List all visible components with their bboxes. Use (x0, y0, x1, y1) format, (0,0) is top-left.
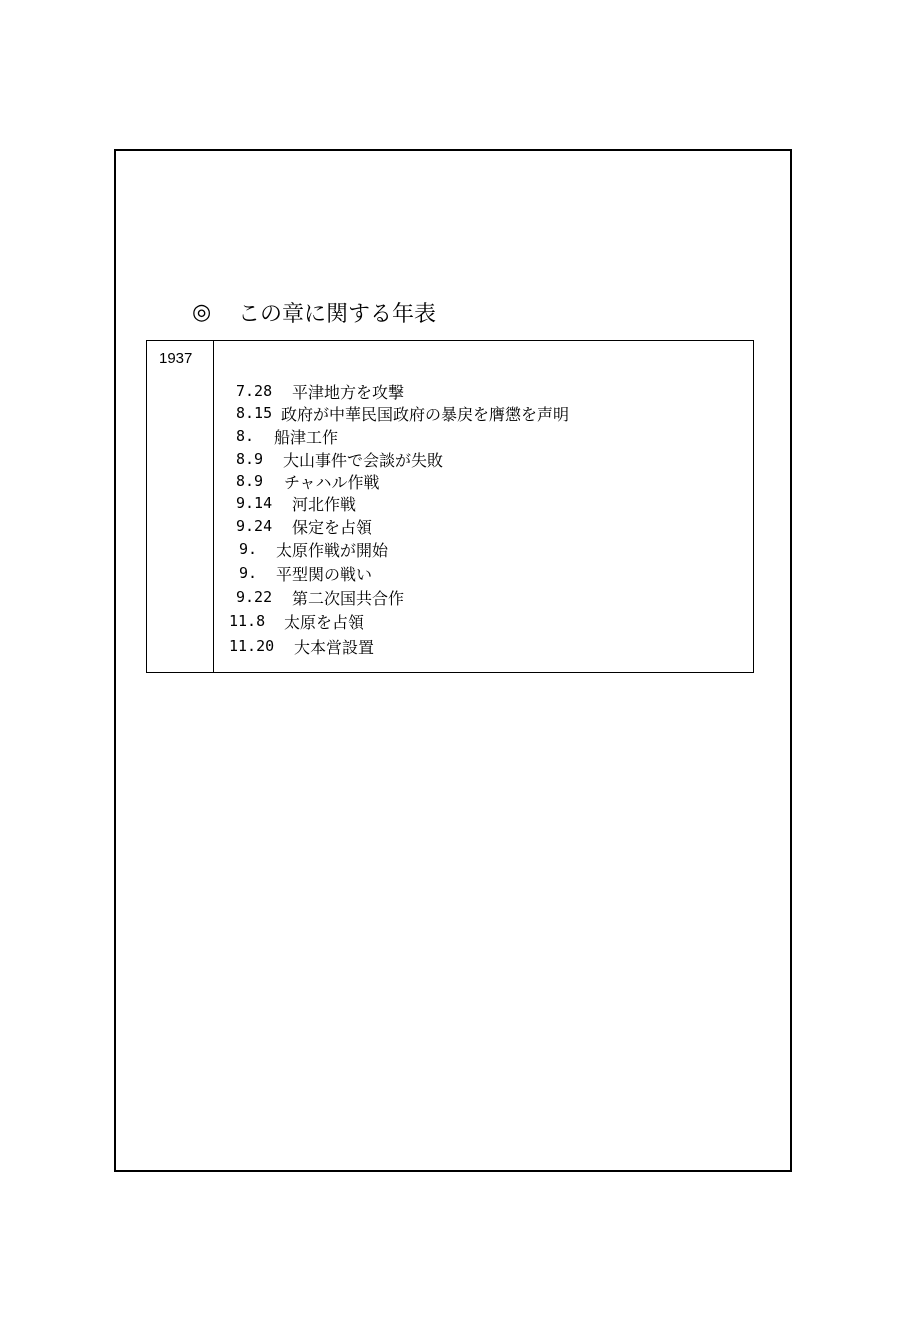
event-row (236, 470, 380, 492)
heading-title: この章に関する年表 (238, 301, 437, 327)
event-row (236, 402, 569, 424)
event-date: 8.15 (236, 404, 273, 422)
event-row (236, 586, 404, 608)
chapter-timeline-heading (192, 294, 436, 330)
timeline-table (146, 340, 754, 673)
event-row (229, 610, 364, 632)
event-row (239, 562, 372, 584)
event-list (147, 341, 753, 672)
year-label: 1937 (159, 350, 193, 367)
event-date: 9. (239, 564, 258, 582)
event-row (236, 515, 372, 537)
double-circle-mark: ◎ (192, 299, 212, 325)
event-row (229, 635, 374, 657)
event-row (239, 538, 388, 560)
event-date: 11.8 (229, 612, 266, 630)
event-date: 7.28 (236, 382, 273, 400)
event-date: 8.9 (236, 450, 264, 468)
event-row (236, 492, 356, 514)
event-row (236, 380, 404, 402)
event-date: 9.22 (236, 588, 273, 606)
event-text: 保定を占領 (292, 517, 373, 537)
event-text: 太原作戦が開始 (276, 540, 389, 560)
event-row (236, 448, 443, 470)
event-date: 9. (239, 540, 258, 558)
event-text: 平津地方を攻撃 (292, 382, 405, 402)
event-text: 第二次国共合作 (292, 588, 405, 608)
event-date: 9.24 (236, 517, 273, 535)
event-text: チャハル作戦 (284, 472, 380, 492)
event-text: 河北作戦 (292, 494, 357, 514)
event-text: 太原を占領 (284, 612, 365, 632)
event-text: 大本営設置 (294, 637, 375, 657)
event-date: 8. (236, 427, 255, 445)
event-text: 大山事件で会談が失敗 (283, 450, 444, 470)
event-text: 船津工作 (274, 427, 339, 447)
event-text: 平型関の戦い (276, 564, 373, 584)
event-date: 9.14 (236, 494, 273, 512)
event-text: 政府が中華民国政府の暴戻を膺懲を声明 (281, 404, 570, 424)
event-date: 8.9 (236, 472, 264, 490)
event-date: 11.20 (229, 637, 275, 655)
event-row (236, 425, 338, 447)
